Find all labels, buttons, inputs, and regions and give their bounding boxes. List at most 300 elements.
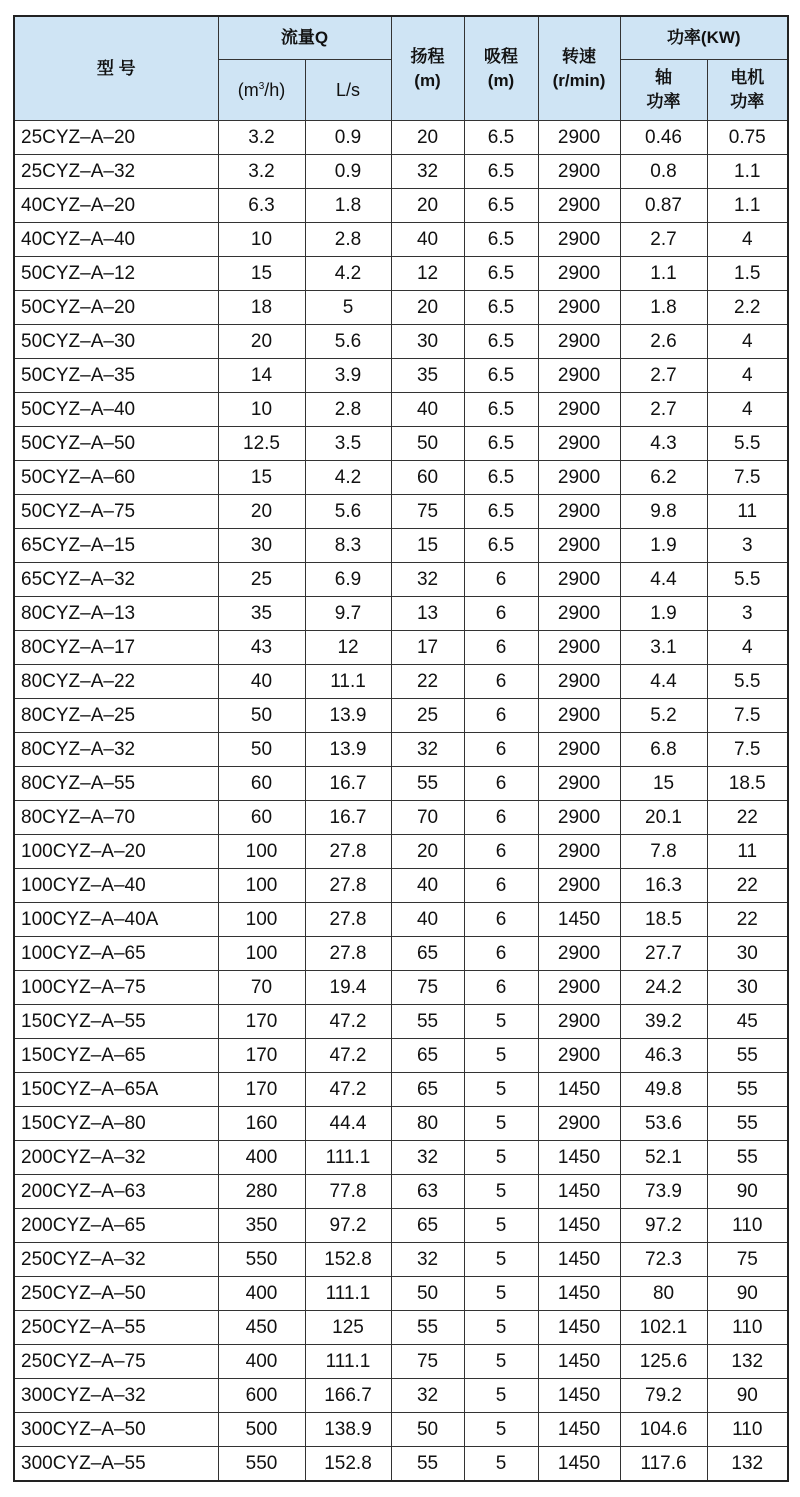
cell-model: 80CYZ–A–13 (14, 597, 218, 631)
table-row (14, 835, 788, 869)
cell-motor-power: 132 (707, 1447, 788, 1482)
cell-motor-power: 1.1 (707, 189, 788, 223)
cell-shaft-power: 102.1 (620, 1311, 707, 1345)
cell-suction: 6.5 (464, 393, 538, 427)
cell-motor-power: 5.5 (707, 665, 788, 699)
cell-suction: 6 (464, 563, 538, 597)
header-head (391, 16, 464, 121)
cell-shaft-power: 46.3 (620, 1039, 707, 1073)
table-row (14, 971, 788, 1005)
cell-flow-m3h: 60 (218, 801, 305, 835)
cell-motor-power: 45 (707, 1005, 788, 1039)
table-row (14, 1447, 788, 1482)
cell-speed: 2900 (538, 257, 620, 291)
cell-flow-m3h: 14 (218, 359, 305, 393)
cell-flow-ls: 8.3 (305, 529, 391, 563)
cell-model: 25CYZ–A–32 (14, 155, 218, 189)
cell-head: 65 (391, 1209, 464, 1243)
cell-head: 32 (391, 1379, 464, 1413)
cell-model: 80CYZ–A–55 (14, 767, 218, 801)
cell-speed: 1450 (538, 1345, 620, 1379)
header-shaft-label-2: 功率 (646, 92, 681, 111)
cell-model: 150CYZ–A–80 (14, 1107, 218, 1141)
cell-flow-ls: 6.9 (305, 563, 391, 597)
cell-model: 100CYZ–A–40 (14, 869, 218, 903)
cell-model: 100CYZ–A–20 (14, 835, 218, 869)
header-shaft-label: 轴 (655, 68, 673, 87)
table-row (14, 1277, 788, 1311)
cell-flow-ls: 47.2 (305, 1005, 391, 1039)
cell-speed: 1450 (538, 1277, 620, 1311)
table-row (14, 1107, 788, 1141)
cell-model: 250CYZ–A–32 (14, 1243, 218, 1277)
cell-flow-ls: 27.8 (305, 869, 391, 903)
table-row (14, 529, 788, 563)
header-speed-label: 转速 (562, 46, 596, 66)
cell-shaft-power: 6.2 (620, 461, 707, 495)
cell-flow-ls: 152.8 (305, 1447, 391, 1482)
cell-head: 50 (391, 1277, 464, 1311)
cell-speed: 2900 (538, 835, 620, 869)
cell-shaft-power: 7.8 (620, 835, 707, 869)
cell-flow-ls: 1.8 (305, 189, 391, 223)
cell-motor-power: 18.5 (707, 767, 788, 801)
cell-flow-ls: 5 (305, 291, 391, 325)
cell-shaft-power: 1.1 (620, 257, 707, 291)
cell-flow-ls: 166.7 (305, 1379, 391, 1413)
cell-shaft-power: 3.1 (620, 631, 707, 665)
cell-speed: 1450 (538, 1175, 620, 1209)
cell-speed: 2900 (538, 597, 620, 631)
cell-head: 70 (391, 801, 464, 835)
pump-spec-table (13, 15, 789, 1482)
cell-head: 40 (391, 869, 464, 903)
cell-head: 80 (391, 1107, 464, 1141)
table-row (14, 1073, 788, 1107)
cell-motor-power: 4 (707, 631, 788, 665)
cell-suction: 5 (464, 1141, 538, 1175)
cell-flow-m3h: 100 (218, 869, 305, 903)
cell-flow-m3h: 10 (218, 223, 305, 257)
cell-head: 32 (391, 563, 464, 597)
cell-head: 65 (391, 1039, 464, 1073)
cell-shaft-power: 49.8 (620, 1073, 707, 1107)
table-row (14, 1345, 788, 1379)
cell-speed: 2900 (538, 563, 620, 597)
cell-flow-m3h: 18 (218, 291, 305, 325)
table-row (14, 937, 788, 971)
cell-flow-ls: 3.9 (305, 359, 391, 393)
cell-suction: 5 (464, 1413, 538, 1447)
table-row (14, 1005, 788, 1039)
cell-head: 32 (391, 1141, 464, 1175)
cell-model: 25CYZ–A–20 (14, 121, 218, 155)
cell-head: 13 (391, 597, 464, 631)
cell-flow-m3h: 70 (218, 971, 305, 1005)
cell-shaft-power: 2.6 (620, 325, 707, 359)
cell-suction: 6 (464, 801, 538, 835)
cell-flow-ls: 97.2 (305, 1209, 391, 1243)
table-row (14, 1175, 788, 1209)
cell-model: 50CYZ–A–12 (14, 257, 218, 291)
cell-speed: 2900 (538, 461, 620, 495)
cell-flow-m3h: 500 (218, 1413, 305, 1447)
table-row (14, 325, 788, 359)
cell-flow-ls: 27.8 (305, 937, 391, 971)
cell-suction: 6.5 (464, 529, 538, 563)
cell-motor-power: 5.5 (707, 427, 788, 461)
cell-flow-m3h: 400 (218, 1345, 305, 1379)
cell-flow-ls: 44.4 (305, 1107, 391, 1141)
cell-shaft-power: 0.8 (620, 155, 707, 189)
cell-flow-m3h: 10 (218, 393, 305, 427)
table-row (14, 903, 788, 937)
cell-head: 15 (391, 529, 464, 563)
cell-flow-ls: 3.5 (305, 427, 391, 461)
cell-motor-power: 1.1 (707, 155, 788, 189)
cell-shaft-power: 9.8 (620, 495, 707, 529)
cell-suction: 6 (464, 835, 538, 869)
table-row (14, 1413, 788, 1447)
cell-shaft-power: 6.8 (620, 733, 707, 767)
cell-suction: 6 (464, 631, 538, 665)
cell-motor-power: 11 (707, 835, 788, 869)
cell-motor-power: 22 (707, 869, 788, 903)
cell-flow-ls: 11.1 (305, 665, 391, 699)
cell-motor-power: 11 (707, 495, 788, 529)
cell-head: 20 (391, 835, 464, 869)
header-power: 功率(KW) (620, 16, 788, 60)
cell-head: 75 (391, 971, 464, 1005)
cell-suction: 6.5 (464, 495, 538, 529)
cell-flow-m3h: 400 (218, 1277, 305, 1311)
cell-speed: 2900 (538, 189, 620, 223)
cell-speed: 2900 (538, 631, 620, 665)
table-row (14, 597, 788, 631)
cell-motor-power: 55 (707, 1141, 788, 1175)
cell-head: 32 (391, 1243, 464, 1277)
cell-head: 60 (391, 461, 464, 495)
cell-model: 250CYZ–A–75 (14, 1345, 218, 1379)
cell-shaft-power: 4.4 (620, 665, 707, 699)
cell-flow-m3h: 50 (218, 733, 305, 767)
cell-motor-power: 22 (707, 801, 788, 835)
cell-head: 75 (391, 1345, 464, 1379)
cell-flow-m3h: 600 (218, 1379, 305, 1413)
cell-motor-power: 110 (707, 1311, 788, 1345)
cell-suction: 6 (464, 971, 538, 1005)
cell-motor-power: 0.75 (707, 121, 788, 155)
cell-flow-ls: 0.9 (305, 155, 391, 189)
cell-flow-m3h: 170 (218, 1005, 305, 1039)
cell-shaft-power: 79.2 (620, 1379, 707, 1413)
cell-model: 100CYZ–A–75 (14, 971, 218, 1005)
table-row (14, 291, 788, 325)
cell-head: 32 (391, 733, 464, 767)
cell-model: 50CYZ–A–40 (14, 393, 218, 427)
cell-flow-m3h: 20 (218, 325, 305, 359)
cell-model: 50CYZ–A–75 (14, 495, 218, 529)
cell-flow-ls: 47.2 (305, 1073, 391, 1107)
cell-suction: 6 (464, 597, 538, 631)
table-row (14, 1311, 788, 1345)
cell-suction: 5 (464, 1175, 538, 1209)
cell-model: 250CYZ–A–55 (14, 1311, 218, 1345)
cell-shaft-power: 72.3 (620, 1243, 707, 1277)
cell-suction: 6.5 (464, 155, 538, 189)
cell-shaft-power: 117.6 (620, 1447, 707, 1482)
cell-suction: 6.5 (464, 359, 538, 393)
cell-speed: 2900 (538, 393, 620, 427)
header-flow-m3h: $(m^3/h)$ (218, 60, 305, 121)
cell-suction: 5 (464, 1345, 538, 1379)
table-row (14, 393, 788, 427)
cell-head: 40 (391, 223, 464, 257)
cell-head: 20 (391, 121, 464, 155)
cell-model: 65CYZ–A–32 (14, 563, 218, 597)
cell-flow-m3h: 160 (218, 1107, 305, 1141)
cell-model: 50CYZ–A–35 (14, 359, 218, 393)
cell-shaft-power: 39.2 (620, 1005, 707, 1039)
cell-model: 80CYZ–A–22 (14, 665, 218, 699)
cell-suction: 6 (464, 937, 538, 971)
cell-flow-ls: 16.7 (305, 801, 391, 835)
cell-head: 20 (391, 291, 464, 325)
cell-model: 300CYZ–A–50 (14, 1413, 218, 1447)
cell-motor-power: 55 (707, 1107, 788, 1141)
cell-motor-power: 2.2 (707, 291, 788, 325)
cell-motor-power: 3 (707, 597, 788, 631)
cell-motor-power: 4 (707, 359, 788, 393)
table-row (14, 461, 788, 495)
cell-model: 80CYZ–A–32 (14, 733, 218, 767)
cell-motor-power: 4 (707, 393, 788, 427)
cell-speed: 2900 (538, 869, 620, 903)
cell-flow-ls: 125 (305, 1311, 391, 1345)
cell-head: 40 (391, 393, 464, 427)
cell-suction: 6.5 (464, 427, 538, 461)
table-row (14, 1379, 788, 1413)
cell-flow-m3h: 30 (218, 529, 305, 563)
table-row (14, 155, 788, 189)
cell-speed: 1450 (538, 1209, 620, 1243)
cell-motor-power: 55 (707, 1073, 788, 1107)
cell-head: 17 (391, 631, 464, 665)
table-row (14, 767, 788, 801)
cell-shaft-power: 104.6 (620, 1413, 707, 1447)
cell-flow-m3h: 35 (218, 597, 305, 631)
cell-shaft-power: 2.7 (620, 359, 707, 393)
cell-flow-ls: 111.1 (305, 1277, 391, 1311)
cell-model: 200CYZ–A–63 (14, 1175, 218, 1209)
cell-speed: 2900 (538, 767, 620, 801)
cell-speed: 2900 (538, 665, 620, 699)
cell-head: 55 (391, 767, 464, 801)
table-row (14, 631, 788, 665)
cell-speed: 1450 (538, 1379, 620, 1413)
cell-suction: 6 (464, 767, 538, 801)
cell-motor-power: 110 (707, 1209, 788, 1243)
cell-flow-m3h: 450 (218, 1311, 305, 1345)
table-header (14, 16, 788, 121)
table-row (14, 1209, 788, 1243)
cell-flow-m3h: 100 (218, 937, 305, 971)
cell-flow-ls: 19.4 (305, 971, 391, 1005)
table-row (14, 869, 788, 903)
cell-shaft-power: 1.9 (620, 597, 707, 631)
cell-model: 40CYZ–A–40 (14, 223, 218, 257)
cell-shaft-power: 97.2 (620, 1209, 707, 1243)
cell-speed: 2900 (538, 1107, 620, 1141)
cell-shaft-power: 24.2 (620, 971, 707, 1005)
table-row (14, 665, 788, 699)
header-motor-label-2: 功率 (730, 92, 765, 111)
cell-motor-power: 90 (707, 1379, 788, 1413)
cell-suction: 5 (464, 1311, 538, 1345)
cell-motor-power: 110 (707, 1413, 788, 1447)
cell-model: 40CYZ–A–20 (14, 189, 218, 223)
header-shaft-power (620, 60, 707, 121)
cell-flow-ls: 111.1 (305, 1141, 391, 1175)
cell-speed: 1450 (538, 1243, 620, 1277)
header-suction (464, 16, 538, 121)
cell-model: 50CYZ–A–30 (14, 325, 218, 359)
cell-model: 300CYZ–A–32 (14, 1379, 218, 1413)
cell-speed: 2900 (538, 121, 620, 155)
cell-shaft-power: 0.87 (620, 189, 707, 223)
cell-flow-ls: 13.9 (305, 733, 391, 767)
cell-suction: 5 (464, 1277, 538, 1311)
cell-speed: 2900 (538, 529, 620, 563)
cell-flow-ls: 111.1 (305, 1345, 391, 1379)
cell-shaft-power: 4.4 (620, 563, 707, 597)
cell-speed: 2900 (538, 427, 620, 461)
cell-shaft-power: 16.3 (620, 869, 707, 903)
cell-model: 200CYZ–A–32 (14, 1141, 218, 1175)
cell-suction: 6 (464, 665, 538, 699)
cell-head: 22 (391, 665, 464, 699)
cell-shaft-power: 15 (620, 767, 707, 801)
cell-shaft-power: 52.1 (620, 1141, 707, 1175)
cell-flow-ls: 27.8 (305, 903, 391, 937)
cell-model: 150CYZ–A–65A (14, 1073, 218, 1107)
cell-flow-m3h: 12.5 (218, 427, 305, 461)
cell-flow-m3h: 25 (218, 563, 305, 597)
cell-head: 55 (391, 1447, 464, 1482)
cell-suction: 5 (464, 1447, 538, 1482)
cell-speed: 2900 (538, 699, 620, 733)
cell-speed: 1450 (538, 1413, 620, 1447)
cell-speed: 2900 (538, 495, 620, 529)
table-row (14, 563, 788, 597)
header-motor-power (707, 60, 788, 121)
cell-motor-power: 4 (707, 325, 788, 359)
cell-flow-m3h: 170 (218, 1073, 305, 1107)
cell-motor-power: 3 (707, 529, 788, 563)
cell-head: 40 (391, 903, 464, 937)
cell-head: 20 (391, 189, 464, 223)
cell-suction: 6.5 (464, 461, 538, 495)
cell-flow-ls: 77.8 (305, 1175, 391, 1209)
cell-flow-m3h: 60 (218, 767, 305, 801)
cell-flow-ls: 4.2 (305, 461, 391, 495)
cell-model: 50CYZ–A–60 (14, 461, 218, 495)
cell-shaft-power: 4.3 (620, 427, 707, 461)
cell-motor-power: 7.5 (707, 461, 788, 495)
cell-speed: 2900 (538, 291, 620, 325)
cell-head: 35 (391, 359, 464, 393)
cell-shaft-power: 1.9 (620, 529, 707, 563)
cell-flow-ls: 16.7 (305, 767, 391, 801)
header-speed-unit: (r/min) (552, 70, 606, 90)
table-row (14, 733, 788, 767)
cell-head: 30 (391, 325, 464, 359)
header-suction-label: 吸程 (484, 46, 519, 66)
cell-motor-power: 7.5 (707, 733, 788, 767)
cell-model: 50CYZ–A–20 (14, 291, 218, 325)
cell-model: 100CYZ–A–40A (14, 903, 218, 937)
header-model: 型 号 (14, 16, 218, 121)
cell-speed: 2900 (538, 155, 620, 189)
cell-model: 100CYZ–A–65 (14, 937, 218, 971)
cell-speed: 2900 (538, 801, 620, 835)
cell-model: 200CYZ–A–65 (14, 1209, 218, 1243)
cell-model: 150CYZ–A–55 (14, 1005, 218, 1039)
cell-model: 80CYZ–A–17 (14, 631, 218, 665)
cell-suction: 6.5 (464, 223, 538, 257)
cell-speed: 2900 (538, 937, 620, 971)
table-row (14, 121, 788, 155)
cell-model: 300CYZ–A–55 (14, 1447, 218, 1482)
cell-motor-power: 90 (707, 1175, 788, 1209)
cell-flow-m3h: 6.3 (218, 189, 305, 223)
cell-motor-power: 30 (707, 971, 788, 1005)
cell-motor-power: 75 (707, 1243, 788, 1277)
header-motor-label: 电机 (730, 68, 765, 87)
cell-flow-ls: 0.9 (305, 121, 391, 155)
cell-flow-m3h: 3.2 (218, 121, 305, 155)
cell-shaft-power: 1.8 (620, 291, 707, 325)
cell-model: 80CYZ–A–25 (14, 699, 218, 733)
cell-speed: 1450 (538, 903, 620, 937)
cell-motor-power: 30 (707, 937, 788, 971)
cell-model: 150CYZ–A–65 (14, 1039, 218, 1073)
cell-flow-m3h: 550 (218, 1447, 305, 1482)
cell-suction: 6.5 (464, 189, 538, 223)
cell-shaft-power: 73.9 (620, 1175, 707, 1209)
cell-suction: 6 (464, 699, 538, 733)
header-flow-ls: L/s (305, 60, 391, 121)
cell-motor-power: 132 (707, 1345, 788, 1379)
cell-speed: 2900 (538, 223, 620, 257)
cell-flow-ls: 2.8 (305, 393, 391, 427)
header-flow: 流量Q (218, 16, 391, 60)
cell-flow-ls: 27.8 (305, 835, 391, 869)
cell-suction: 6 (464, 903, 538, 937)
table-row (14, 427, 788, 461)
cell-model: 65CYZ–A–15 (14, 529, 218, 563)
cell-shaft-power: 125.6 (620, 1345, 707, 1379)
header-speed (538, 16, 620, 121)
cell-shaft-power: 80 (620, 1277, 707, 1311)
cell-speed: 2900 (538, 325, 620, 359)
header-head-label: 扬程 (410, 46, 445, 66)
cell-head: 55 (391, 1311, 464, 1345)
cell-model: 50CYZ–A–50 (14, 427, 218, 461)
table-row (14, 1141, 788, 1175)
cell-flow-m3h: 100 (218, 835, 305, 869)
cell-suction: 6.5 (464, 325, 538, 359)
